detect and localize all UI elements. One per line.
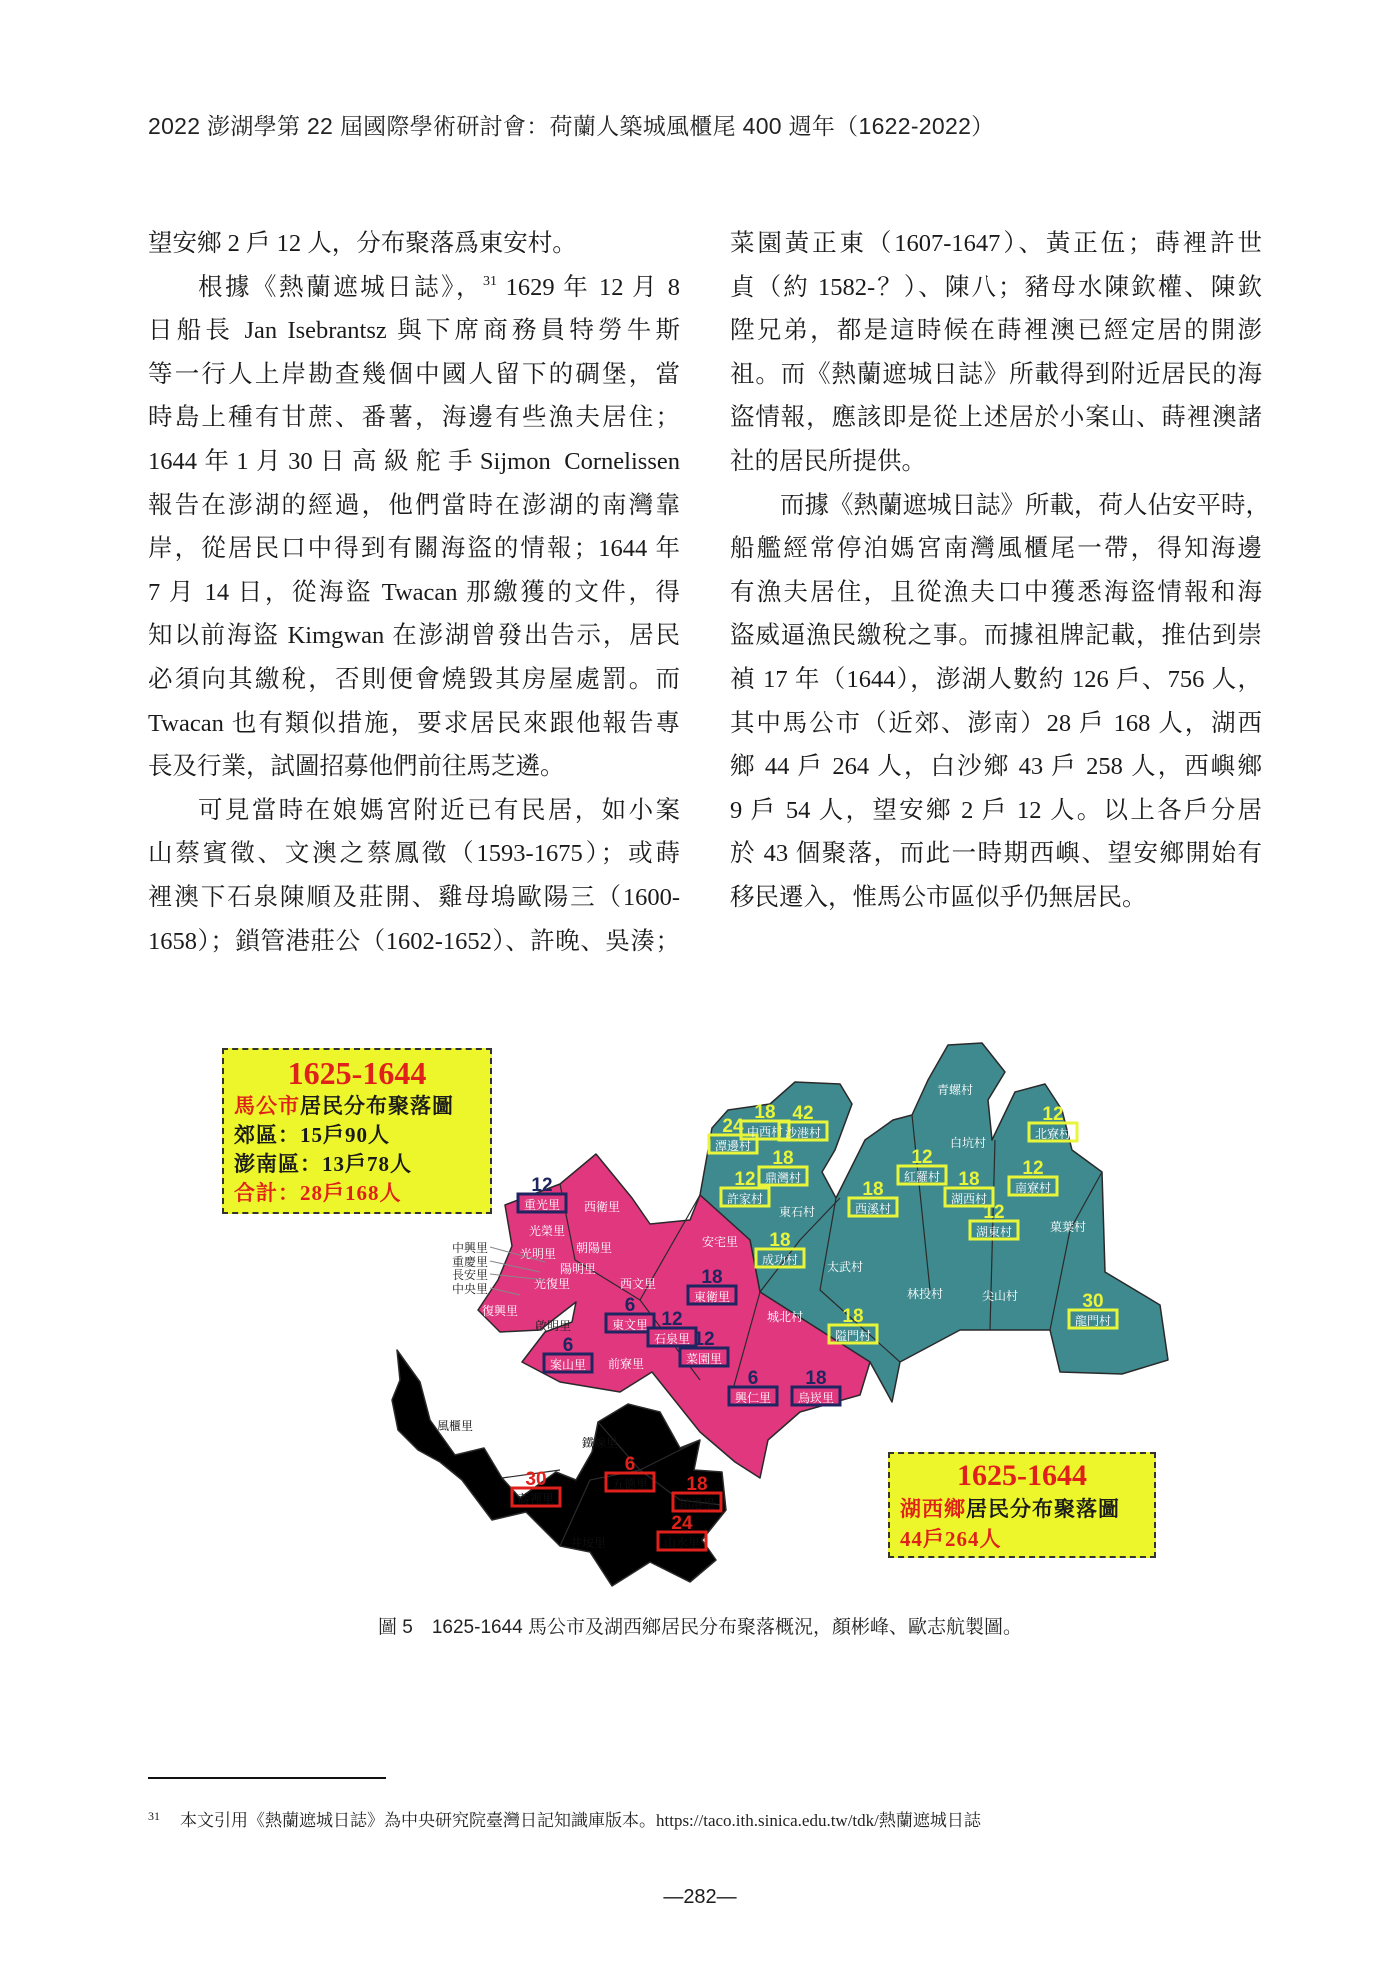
map-settlement — [779, 1204, 815, 1219]
text-line: 裡澳下石泉陳順及莊開、雞母塢歐陽三（1600- — [148, 883, 680, 911]
household-count: 6 — [747, 1368, 759, 1389]
settlement-name: 光復里 — [533, 1277, 571, 1291]
settlement-name: 西溪村 — [854, 1202, 892, 1216]
settlement-name: 啟明里 — [534, 1319, 572, 1333]
text-line: 貞（約 1582-？）、陳八；豬母水陳欽權、陳欽 — [730, 273, 1262, 301]
figure-caption: 圖 5 1625-1644 馬公市及湖西鄉居民分布聚落概況，顏彬峰、歐志航製圖。 — [378, 1617, 1022, 1638]
map-settlement — [518, 1175, 566, 1212]
household-count: 30 — [525, 1469, 547, 1490]
left-column — [148, 222, 680, 963]
settlement-name: 南寮村 — [1014, 1181, 1052, 1195]
household-count: 6 — [624, 1454, 636, 1475]
map-settlement — [950, 1135, 986, 1150]
settlement-name: 安宅里 — [701, 1235, 739, 1249]
text-line: 知以前海盜 Kimgwan 在澎湖曾發出告示，居民 — [148, 622, 680, 650]
settlement-name: 北寮村 — [1034, 1127, 1072, 1141]
text-line: 陞兄弟，都是這時候在蒔裡澳已經定居的開澎 — [730, 317, 1262, 345]
legend-years: 1625-1644 — [957, 1459, 1087, 1492]
text-line: 1644年1月30日高級舵手Sijmon Cornelissen — [148, 447, 680, 475]
settlement-name: 成功村 — [761, 1253, 799, 1267]
map-settlement — [570, 1535, 606, 1550]
settlement-name: 潭邊村 — [714, 1139, 752, 1153]
household-count: 12 — [734, 1169, 756, 1190]
household-count: 18 — [686, 1474, 708, 1495]
settlement-name: 鼎灣村 — [764, 1171, 802, 1185]
map-settlement — [529, 1223, 565, 1238]
map-settlement — [560, 1262, 596, 1276]
household-count: 12 — [1022, 1158, 1044, 1179]
legend-years: 1625-1644 — [287, 1055, 427, 1091]
settlement-name: 長安里 — [451, 1268, 489, 1282]
household-count: 30 — [1082, 1291, 1104, 1312]
text-line: 岸，從居民口中得到有關海盜的情報；1644 年 — [148, 535, 680, 563]
household-count: 12 — [911, 1147, 933, 1168]
settlement-name: 井垵里 — [569, 1536, 607, 1550]
legend-title-town: 馬公市 — [234, 1094, 300, 1118]
paragraph — [730, 484, 1270, 920]
household-count: 6 — [562, 1335, 574, 1356]
text-line: 望安鄉 2 戶 12 人，分布聚落爲東安村。 — [148, 230, 577, 257]
map-settlement — [520, 1246, 556, 1261]
household-count: 6 — [624, 1295, 636, 1316]
paragraph — [148, 222, 680, 266]
text-line: 菜園黃正東（1607-1647）、黃正伍；蒔裡許世 — [730, 230, 1262, 257]
text-line: 鄉 44 戶 264 人，白沙鄉 43 戶 258 人，西嶼鄉 — [730, 753, 1262, 781]
legend-south: 澎南區：13戶78人 — [234, 1152, 412, 1176]
text-line: 有漁夫居住，且從漁夫口中獲悉海盜情報和海 — [730, 578, 1262, 606]
settlement-name: 重光里 — [523, 1198, 561, 1212]
settlement-name: 許家村 — [726, 1192, 764, 1206]
text-line: 其中馬公市（近郊、澎南）28 戶 168 人，湖西 — [730, 709, 1262, 737]
settlement-name: 林投村 — [906, 1287, 944, 1301]
household-count: 18 — [769, 1230, 791, 1251]
household-count: 18 — [958, 1169, 980, 1190]
household-count: 12 — [983, 1202, 1005, 1223]
text-line: 日船長 Jan Isebrantsz 與下席商務員特勞牛斯 — [148, 317, 680, 345]
text-line: 社的居民所提供。 — [730, 447, 926, 475]
text-line: 9 戶 54 人，望安鄉 2 戶 12 人。以上各戶分居 — [730, 796, 1262, 824]
text-line: 必須向其繳稅，否則便會燒毀其房屋處罰。而 — [148, 665, 680, 693]
legend-total: 44戶264人 — [900, 1527, 1002, 1551]
settlement-name: 東文里 — [611, 1318, 649, 1332]
settlement-name: 東衛里 — [693, 1290, 731, 1304]
text-line: 祖。而《熱蘭遮城日誌》所載得到附近居民的海 — [730, 360, 1262, 388]
right-column — [730, 222, 1270, 920]
settlement-name: 朝陽里 — [575, 1241, 613, 1255]
settlement-name: 重慶里 — [451, 1255, 489, 1269]
map-settlement — [982, 1288, 1018, 1303]
settlement-name: 石泉里 — [653, 1332, 691, 1346]
settlement-name: 中央里 — [451, 1282, 489, 1296]
settlement-name: 中西村 — [746, 1125, 784, 1139]
settlement-name: 烏崁里 — [797, 1391, 835, 1405]
map-settlement — [437, 1418, 473, 1433]
map-settlement — [1050, 1219, 1086, 1234]
legend-title: 居民分布聚落圖 — [966, 1497, 1120, 1521]
map-settlement — [767, 1309, 803, 1324]
household-count: 24 — [722, 1116, 744, 1137]
settlement-name: 湖西村 — [950, 1192, 988, 1206]
household-count: 18 — [772, 1148, 794, 1169]
text-line: 而據《熱蘭遮城日誌》所載，荷人佔安平時， — [780, 491, 1270, 519]
settlement-name: 太武村 — [826, 1260, 864, 1274]
settlement-name: 光明里 — [519, 1247, 557, 1261]
household-count: 12 — [661, 1309, 683, 1330]
settlement-name: 城北村 — [766, 1310, 804, 1324]
household-count: 18 — [701, 1267, 723, 1288]
map-settlement — [452, 1267, 488, 1282]
settlement-name: 興仁里 — [734, 1391, 772, 1405]
paragraph — [148, 789, 680, 963]
settlement-name: 光榮里 — [528, 1224, 566, 1238]
text-line: 長及行業，試圖招募他們前往馬芝遴。 — [148, 753, 565, 781]
settlement-name: 沙港村 — [784, 1126, 822, 1140]
household-count: 12 — [531, 1175, 553, 1196]
text-line: 7 月 14 日，從海盜 Twacan 那繳獲的文件，得 — [148, 578, 680, 606]
map-settlement — [702, 1234, 738, 1249]
settlement-name: 菜園里 — [685, 1352, 723, 1366]
map-settlement — [620, 1277, 656, 1291]
legend-title-town: 湖西鄉 — [900, 1497, 966, 1521]
text-segment: 1629 年 12 月 8 — [496, 273, 681, 301]
footnote-number: 31 — [148, 1809, 160, 1823]
household-count: 18 — [805, 1368, 827, 1389]
settlement-name: 山水里 — [663, 1536, 701, 1550]
text-line: 報告在澎湖的經過，他們當時在澎湖的南灣靠 — [148, 491, 680, 519]
text-line: 船艦經常停泊媽宮南灣風櫃尾一帶，得知海邊 — [730, 535, 1262, 563]
settlement-name: 復興里 — [481, 1304, 519, 1318]
legend-huxi — [888, 1452, 1156, 1558]
settlement-name: 龍門村 — [1074, 1314, 1112, 1328]
map-settlement — [452, 1254, 488, 1269]
map-settlement — [576, 1240, 612, 1255]
household-count: 18 — [754, 1102, 776, 1123]
settlement-name: 案山里 — [549, 1358, 587, 1372]
map-settlement — [452, 1240, 488, 1255]
map-settlement — [482, 1304, 518, 1318]
settlement-name: 中興里 — [451, 1241, 489, 1255]
legend-total: 合計：28戶168人 — [234, 1181, 402, 1205]
settlement-name: 隘門村 — [834, 1329, 872, 1343]
text-line: Twacan 也有類似措施，要求居民來跟他報告專 — [148, 709, 680, 737]
footnote — [148, 1806, 981, 1831]
settlement-name: 鐵線里 — [581, 1436, 619, 1450]
household-count: 18 — [862, 1179, 884, 1200]
household-count: 18 — [842, 1306, 864, 1327]
paragraph — [148, 309, 680, 789]
settlement-name: 青螺村 — [936, 1083, 974, 1097]
settlement-name: 菓葉村 — [1049, 1220, 1087, 1234]
text-line — [148, 266, 680, 310]
map-settlement — [582, 1435, 618, 1450]
settlement-name: 紅羅村 — [903, 1170, 941, 1184]
text-line: 禎 17 年（1644），澎湖人數約 126 戶、756 人， — [730, 665, 1262, 693]
map-settlement — [452, 1281, 488, 1296]
settlement-name: 湖東村 — [975, 1225, 1013, 1239]
map-settlement — [534, 1276, 570, 1291]
settlement-name: 西衛里 — [583, 1200, 621, 1214]
text-line: 可見當時在娘媽宮附近已有民居，如小案 — [198, 796, 680, 824]
text-line: 時島上種有甘蔗、番薯，海邊有些漁夫居住； — [148, 404, 680, 432]
settlement-name: 陽明里 — [559, 1262, 597, 1276]
legend-magong — [222, 1048, 492, 1214]
map-settlement — [535, 1319, 571, 1333]
map-settlement — [907, 1286, 943, 1301]
settlement-name: 西文里 — [619, 1277, 657, 1291]
text-line: 1658）；鎖管港莊公（1602-1652）、許晚、吳湊； — [148, 927, 680, 955]
footnote-divider — [148, 1777, 386, 1779]
settlement-name: 蒔裡里 — [517, 1492, 555, 1506]
paragraph — [730, 222, 1262, 484]
text-line: 於 43 個聚落，而此一時期西嶼、望安鄉開始有 — [730, 840, 1262, 868]
map-settlement — [827, 1259, 863, 1274]
text-line: 盜情報，應該即是從上述居於小案山、蒔裡澳諸 — [730, 404, 1262, 432]
household-count: 24 — [671, 1513, 693, 1534]
settlement-name: 白坑村 — [949, 1136, 987, 1150]
footnote-ref[interactable]: 31 — [482, 273, 497, 289]
map-settlement — [937, 1082, 973, 1097]
settlement-name: 五德里 — [611, 1477, 649, 1491]
page-number: —282— — [663, 1886, 737, 1908]
running-header: 2022 澎湖學第 22 屆國際學術研討會：荷蘭人築城風櫃尾 400 週年（1622-2022） — [148, 113, 995, 139]
map-settlement — [584, 1199, 620, 1214]
settlement-name: 尖山村 — [981, 1289, 1019, 1303]
text-line: 移民遷入，惟馬公市區似乎仍無居民。 — [730, 883, 1147, 911]
household-count: 12 — [693, 1329, 715, 1350]
household-count: 42 — [792, 1103, 814, 1124]
legend-title: 居民分布聚落圖 — [300, 1094, 454, 1118]
map-settlement — [608, 1356, 644, 1371]
text-segment: 根據《熱蘭遮城日誌》， — [198, 273, 483, 301]
footnote-text: 本文引用《熱蘭遮城日誌》為中央研究院臺灣日記知識庫版本。https://taco.ith.sinica.edu.tw/tdk/熱蘭遮城日誌 — [180, 1811, 981, 1830]
legend-suburb: 郊區：15戶90人 — [234, 1123, 390, 1147]
settlement-name: 風櫃里 — [436, 1419, 474, 1433]
settlement-name: 東石村 — [778, 1205, 816, 1219]
text-line: 盜威逼漁民繳稅之事。而據祖牌記載，推估到崇 — [730, 622, 1262, 650]
text-line: 等一行人上岸勘查幾個中國人留下的碉堡，當 — [148, 360, 680, 388]
household-count: 12 — [1042, 1104, 1064, 1125]
text-line: 山蔡賓徵、文澳之蔡鳳徵（1593-1675）；或蒔 — [148, 840, 680, 868]
settlement-name: 前寮里 — [607, 1357, 645, 1371]
settlement-name: 鎖港里 — [678, 1497, 716, 1511]
